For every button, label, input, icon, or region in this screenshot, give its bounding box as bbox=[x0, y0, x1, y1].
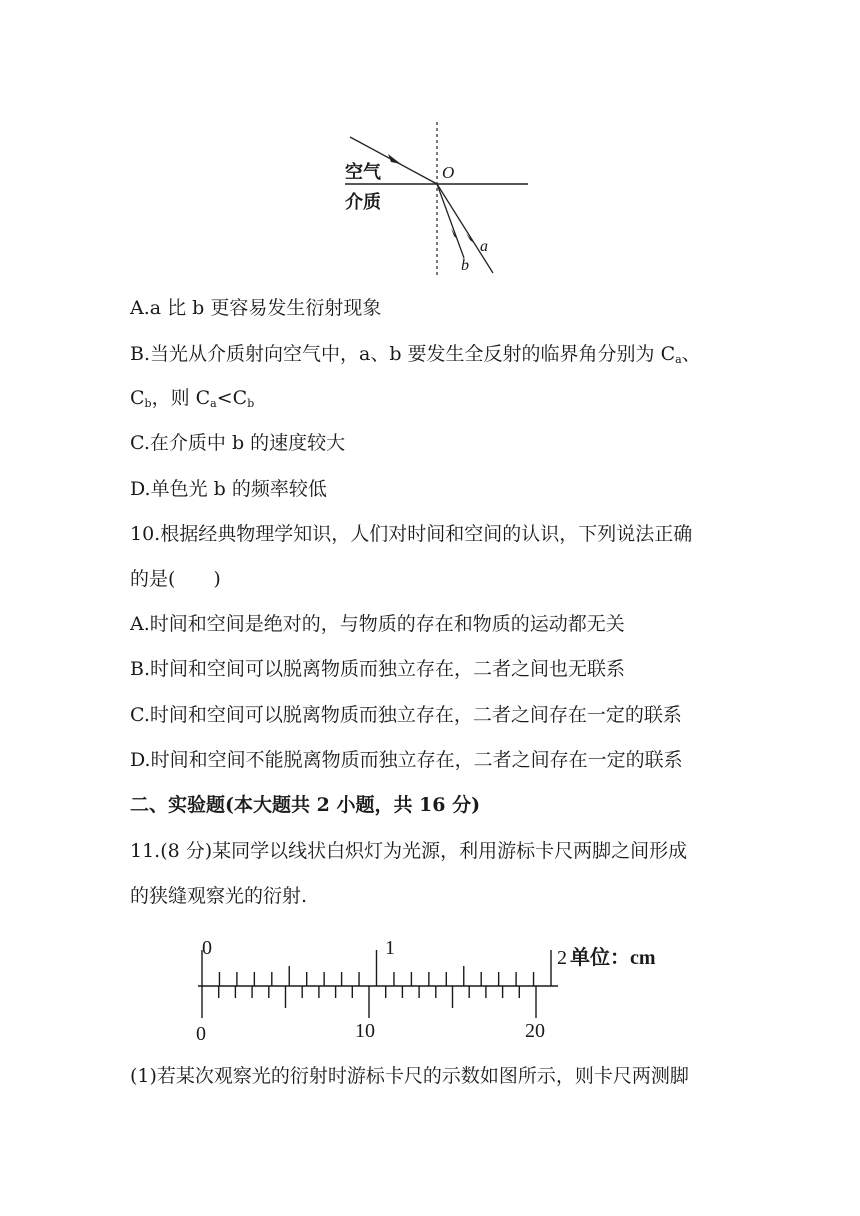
q10-option-d: D.时间和空间不能脱离物质而独立存在，二者之间存在一定的联系 bbox=[130, 749, 683, 771]
vernier-label-0: 0 bbox=[196, 1023, 206, 1045]
ray-a-arrowhead bbox=[466, 233, 475, 244]
q11-stem-line2: 的狭缝观察光的衍射. bbox=[130, 885, 308, 907]
refraction-diagram bbox=[0, 0, 860, 290]
label-point-o: O bbox=[442, 163, 455, 182]
q10-option-a: A.时间和空间是绝对的，与物质的存在和物质的运动都无关 bbox=[130, 613, 625, 635]
q10-option-b: B.时间和空间可以脱离物质而独立存在，二者之间也无联系 bbox=[130, 658, 626, 680]
q9-option-c: C.在介质中 b 的速度较大 bbox=[130, 432, 346, 454]
vernier-scale-ticks bbox=[202, 986, 536, 1018]
q9-option-b-line2 bbox=[130, 386, 254, 416]
subscript-b-2: b bbox=[247, 397, 255, 410]
q9-option-b-cb: C bbox=[130, 387, 145, 409]
q9-option-b-line1 bbox=[130, 342, 701, 372]
vernier-label-20: 20 bbox=[525, 1020, 545, 1042]
q9-option-b-mid: ，则 C bbox=[151, 387, 211, 409]
main-scale-label-2: 2 bbox=[557, 947, 567, 969]
label-air: 空气 bbox=[345, 162, 381, 182]
q9-option-b-lt: <C bbox=[216, 387, 248, 409]
vernier-label-10: 10 bbox=[355, 1020, 375, 1042]
unit-label: 单位：cm bbox=[570, 947, 656, 969]
q10-stem-line2: 的是( ) bbox=[130, 568, 221, 590]
q9-option-b-separator: 、 bbox=[681, 343, 701, 365]
q10-stem-line1: 10.根据经典物理学知识，人们对时间和空间的认识，下列说法正确 bbox=[130, 523, 693, 545]
q9-option-a: A.a 比 b 更容易发生衍射现象 bbox=[130, 297, 382, 319]
vernier-caliper-diagram bbox=[0, 930, 860, 1060]
q11-stem-line1: 11.(8 分)某同学以线状白炽灯为光源，利用游标卡尺两脚之间形成 bbox=[130, 840, 688, 862]
subscript-a-2: a bbox=[210, 397, 217, 410]
label-ray-a: a bbox=[480, 238, 488, 255]
main-scale-ticks bbox=[202, 950, 551, 986]
q9-option-b-text: B.当光从介质射向空气中，a、b 要发生全反射的临界角分别为 C bbox=[130, 343, 676, 365]
q9-option-d: D.单色光 b 的频率较低 bbox=[130, 478, 327, 500]
main-scale-label-1: 1 bbox=[385, 937, 395, 959]
q11-subquestion-1: (1)若某次观察光的衍射时游标卡尺的示数如图所示，则卡尺两测脚 bbox=[130, 1065, 689, 1087]
section-heading: 二、实验题(本大题共 2 小题，共 16 分) bbox=[130, 794, 481, 816]
label-medium: 介质 bbox=[345, 192, 381, 212]
subscript-b: b bbox=[144, 397, 152, 410]
main-scale-label-0: 0 bbox=[202, 937, 212, 959]
incident-arrowhead bbox=[388, 154, 401, 164]
label-ray-b: b bbox=[461, 257, 469, 274]
subscript-a: a bbox=[675, 353, 682, 366]
q10-option-c: C.时间和空间可以脱离物质而独立存在，二者之间存在一定的联系 bbox=[130, 704, 682, 726]
